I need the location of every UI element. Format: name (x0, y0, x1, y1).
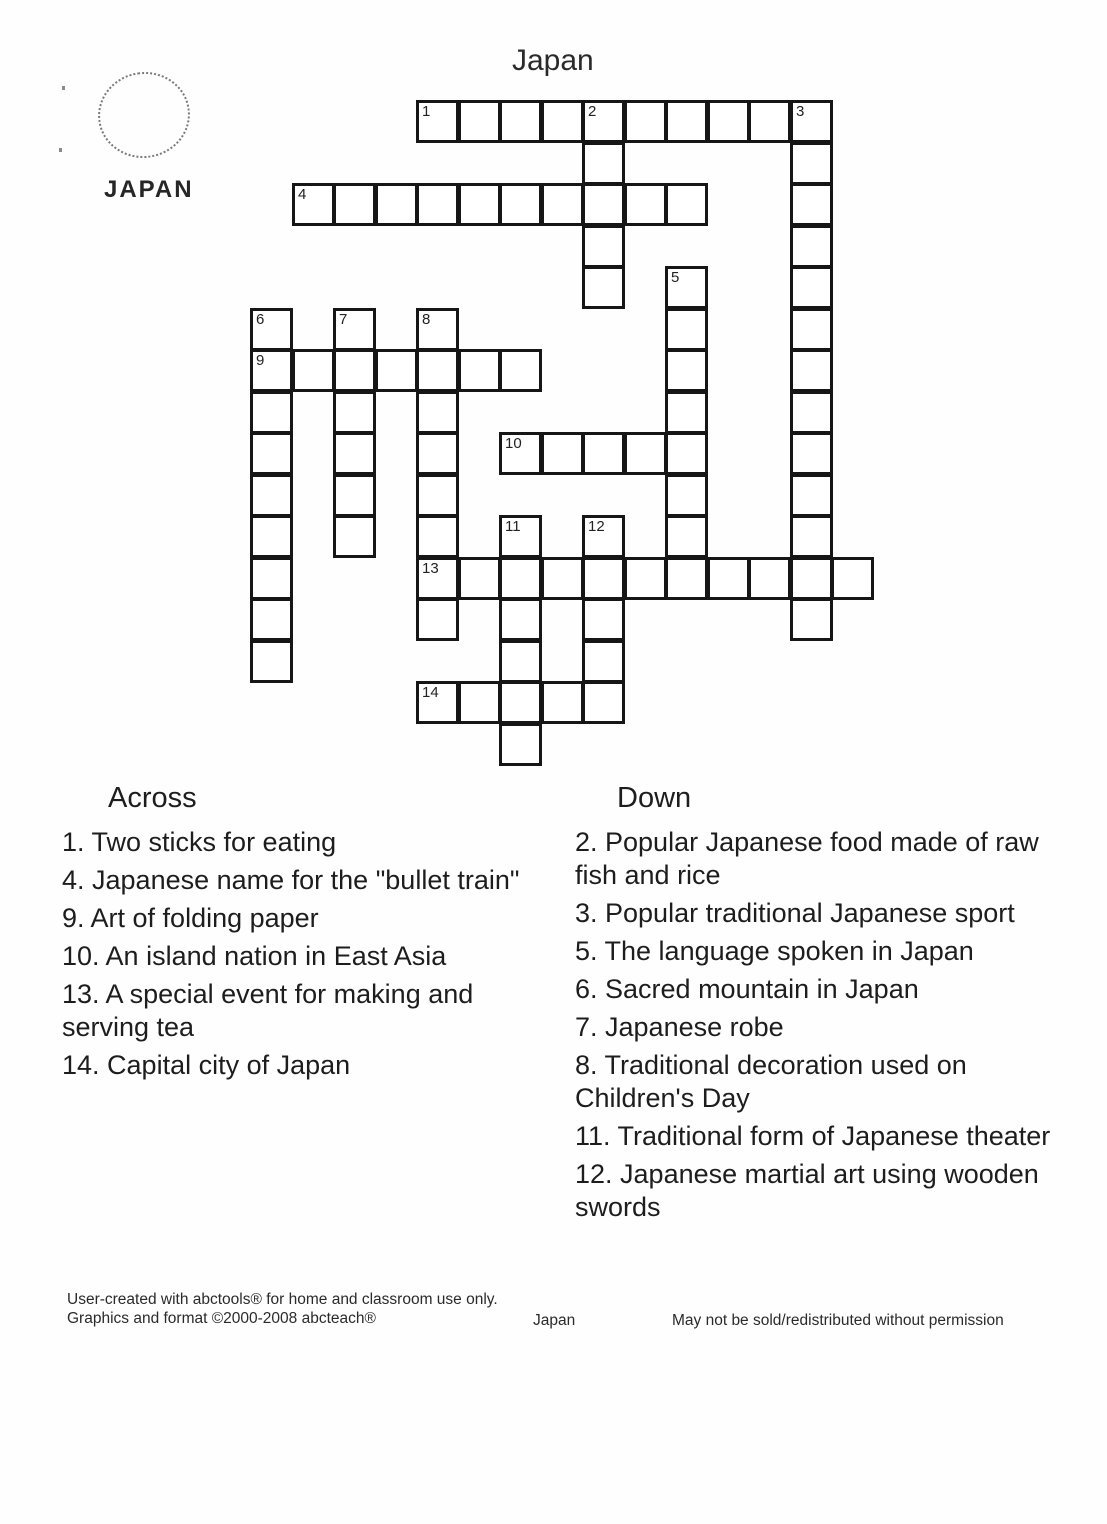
grid-cell[interactable] (250, 391, 293, 434)
grid-cell[interactable] (665, 100, 708, 143)
clue-1-across: 1. Two sticks for eating (62, 827, 337, 857)
clue-10-across: 10. An island nation in East Asia (62, 941, 447, 971)
grid-cell[interactable] (499, 183, 542, 226)
grid-cell[interactable] (541, 681, 584, 724)
grid-cell[interactable] (458, 681, 501, 724)
grid-cell[interactable] (375, 183, 418, 226)
grid-cell[interactable] (665, 557, 708, 600)
grid-cell[interactable] (499, 681, 542, 724)
grid-cell[interactable] (458, 183, 501, 226)
grid-cell[interactable] (458, 349, 501, 392)
grid-cell[interactable] (790, 515, 833, 558)
page-title: Japan (512, 44, 594, 77)
grid-cell[interactable] (541, 100, 584, 143)
grid-cell[interactable] (582, 183, 625, 226)
grid-cell-number: 14 (422, 684, 439, 701)
grid-cell[interactable] (582, 142, 625, 185)
grid-cell-number: 10 (505, 435, 522, 452)
clue-4-across: 4. Japanese name for the "bullet train" (62, 865, 520, 895)
down-clues-section (575, 782, 1062, 1229)
grid-cell[interactable] (499, 557, 542, 600)
grid-cell[interactable] (499, 723, 542, 766)
grid-cell[interactable] (458, 100, 501, 143)
grid-cell[interactable] (665, 183, 708, 226)
grid-cell[interactable] (292, 349, 335, 392)
across-clues-section (62, 782, 542, 1087)
grid-cell-number: 3 (796, 103, 805, 120)
grid-cell-number: 9 (256, 352, 265, 369)
clue-12-down: 12. Japanese martial art using wooden swords (575, 1159, 1039, 1222)
grid-cell[interactable] (624, 432, 667, 475)
grid-cell[interactable] (707, 557, 750, 600)
grid-cell[interactable] (333, 349, 376, 392)
grid-cell[interactable] (499, 598, 542, 641)
grid-cell[interactable] (665, 432, 708, 475)
grid-cell-number: 5 (671, 269, 680, 286)
grid-cell[interactable] (416, 598, 459, 641)
grid-cell[interactable] (790, 225, 833, 268)
grid-cell[interactable] (624, 557, 667, 600)
grid-cell-number: 13 (422, 560, 439, 577)
grid-cell[interactable] (541, 432, 584, 475)
grid-cell[interactable] (707, 100, 750, 143)
grid-cell[interactable] (624, 183, 667, 226)
grid-cell[interactable] (582, 225, 625, 268)
grid-cell-number: 12 (588, 518, 605, 535)
grid-cell[interactable] (665, 515, 708, 558)
grid-cell-number: 4 (298, 186, 307, 203)
grid-cell[interactable] (416, 474, 459, 517)
grid-cell[interactable] (250, 515, 293, 558)
grid-cell[interactable] (250, 432, 293, 475)
grid-cell[interactable] (582, 640, 625, 683)
grid-cell[interactable] (541, 557, 584, 600)
footer-copyright: Graphics and format ©2000-2008 abcteach® (67, 1310, 376, 1327)
clue-14-across: 14. Capital city of Japan (62, 1050, 351, 1080)
grid-cell[interactable] (333, 474, 376, 517)
grid-cell[interactable] (499, 100, 542, 143)
grid-cell[interactable] (790, 598, 833, 641)
grid-cell[interactable] (333, 183, 376, 226)
grid-cell[interactable] (665, 474, 708, 517)
grid-cell[interactable] (790, 391, 833, 434)
clue-6-down: 6. Sacred mountain in Japan (575, 974, 919, 1004)
grid-cell[interactable] (582, 681, 625, 724)
footer-usage-note: User-created with abctools® for home and classroom use only. (67, 1291, 498, 1308)
grid-cell[interactable] (416, 432, 459, 475)
grid-cell[interactable] (499, 640, 542, 683)
grid-cell[interactable] (333, 515, 376, 558)
footer-permission-note: May not be sold/redistributed without permission (672, 1312, 1004, 1329)
grid-cell[interactable] (582, 432, 625, 475)
grid-cell[interactable] (790, 557, 833, 600)
grid-cell-number: 11 (505, 518, 521, 535)
grid-cell[interactable] (250, 598, 293, 641)
grid-cell[interactable] (582, 557, 625, 600)
grid-cell[interactable] (416, 183, 459, 226)
clue-7-down: 7. Japanese robe (575, 1012, 784, 1042)
grid-cell[interactable] (790, 183, 833, 226)
across-header: Across (108, 782, 197, 814)
clue-13-across: 13. A special event for making and serving tea (62, 979, 474, 1042)
grid-cell-number: 2 (588, 103, 597, 120)
grid-cell[interactable] (790, 308, 833, 351)
grid-cell[interactable] (499, 349, 542, 392)
grid-cell[interactable] (416, 349, 459, 392)
grid-cell[interactable] (416, 391, 459, 434)
grid-cell[interactable] (748, 100, 791, 143)
grid-cell[interactable] (665, 349, 708, 392)
grid-cell[interactable] (665, 391, 708, 434)
down-header: Down (617, 782, 692, 814)
corner-label-japan: JAPAN (104, 176, 194, 203)
grid-cell[interactable] (624, 100, 667, 143)
grid-cell[interactable] (250, 474, 293, 517)
clue-3-down: 3. Popular traditional Japanese sport (575, 898, 1015, 928)
grid-cell-number: 7 (339, 311, 348, 328)
grid-cell[interactable] (333, 432, 376, 475)
grid-cell[interactable] (831, 557, 874, 600)
grid-cell[interactable] (582, 598, 625, 641)
grid-cell-number: 1 (422, 103, 431, 120)
clue-9-across: 9. Art of folding paper (62, 903, 319, 933)
grid-cell[interactable] (375, 349, 418, 392)
grid-cell[interactable] (458, 557, 501, 600)
clue-2-down: 2. Popular Japanese food made of raw fish and rice (575, 827, 1039, 890)
grid-cell[interactable] (582, 266, 625, 309)
grid-cell-number: 6 (256, 311, 265, 328)
grid-cell[interactable] (333, 391, 376, 434)
clue-11-down: 11. Traditional form of Japanese theater (575, 1121, 1051, 1151)
grid-cell[interactable] (790, 266, 833, 309)
grid-cell[interactable] (790, 432, 833, 475)
grid-cell[interactable] (250, 557, 293, 600)
clue-5-down: 5. The language spoken in Japan (575, 936, 974, 966)
grid-cell[interactable] (416, 515, 459, 558)
grid-cell-number: 8 (422, 311, 431, 328)
clue-8-down: 8. Traditional decoration used on Children's Day (575, 1050, 967, 1113)
grid-cell[interactable] (790, 349, 833, 392)
grid-cell[interactable] (748, 557, 791, 600)
grid-cell[interactable] (250, 640, 293, 683)
grid-cell[interactable] (790, 142, 833, 185)
grid-cell[interactable] (541, 183, 584, 226)
footer-doc-name: Japan (533, 1312, 576, 1329)
grid-cell[interactable] (665, 308, 708, 351)
grid-cell[interactable] (790, 474, 833, 517)
